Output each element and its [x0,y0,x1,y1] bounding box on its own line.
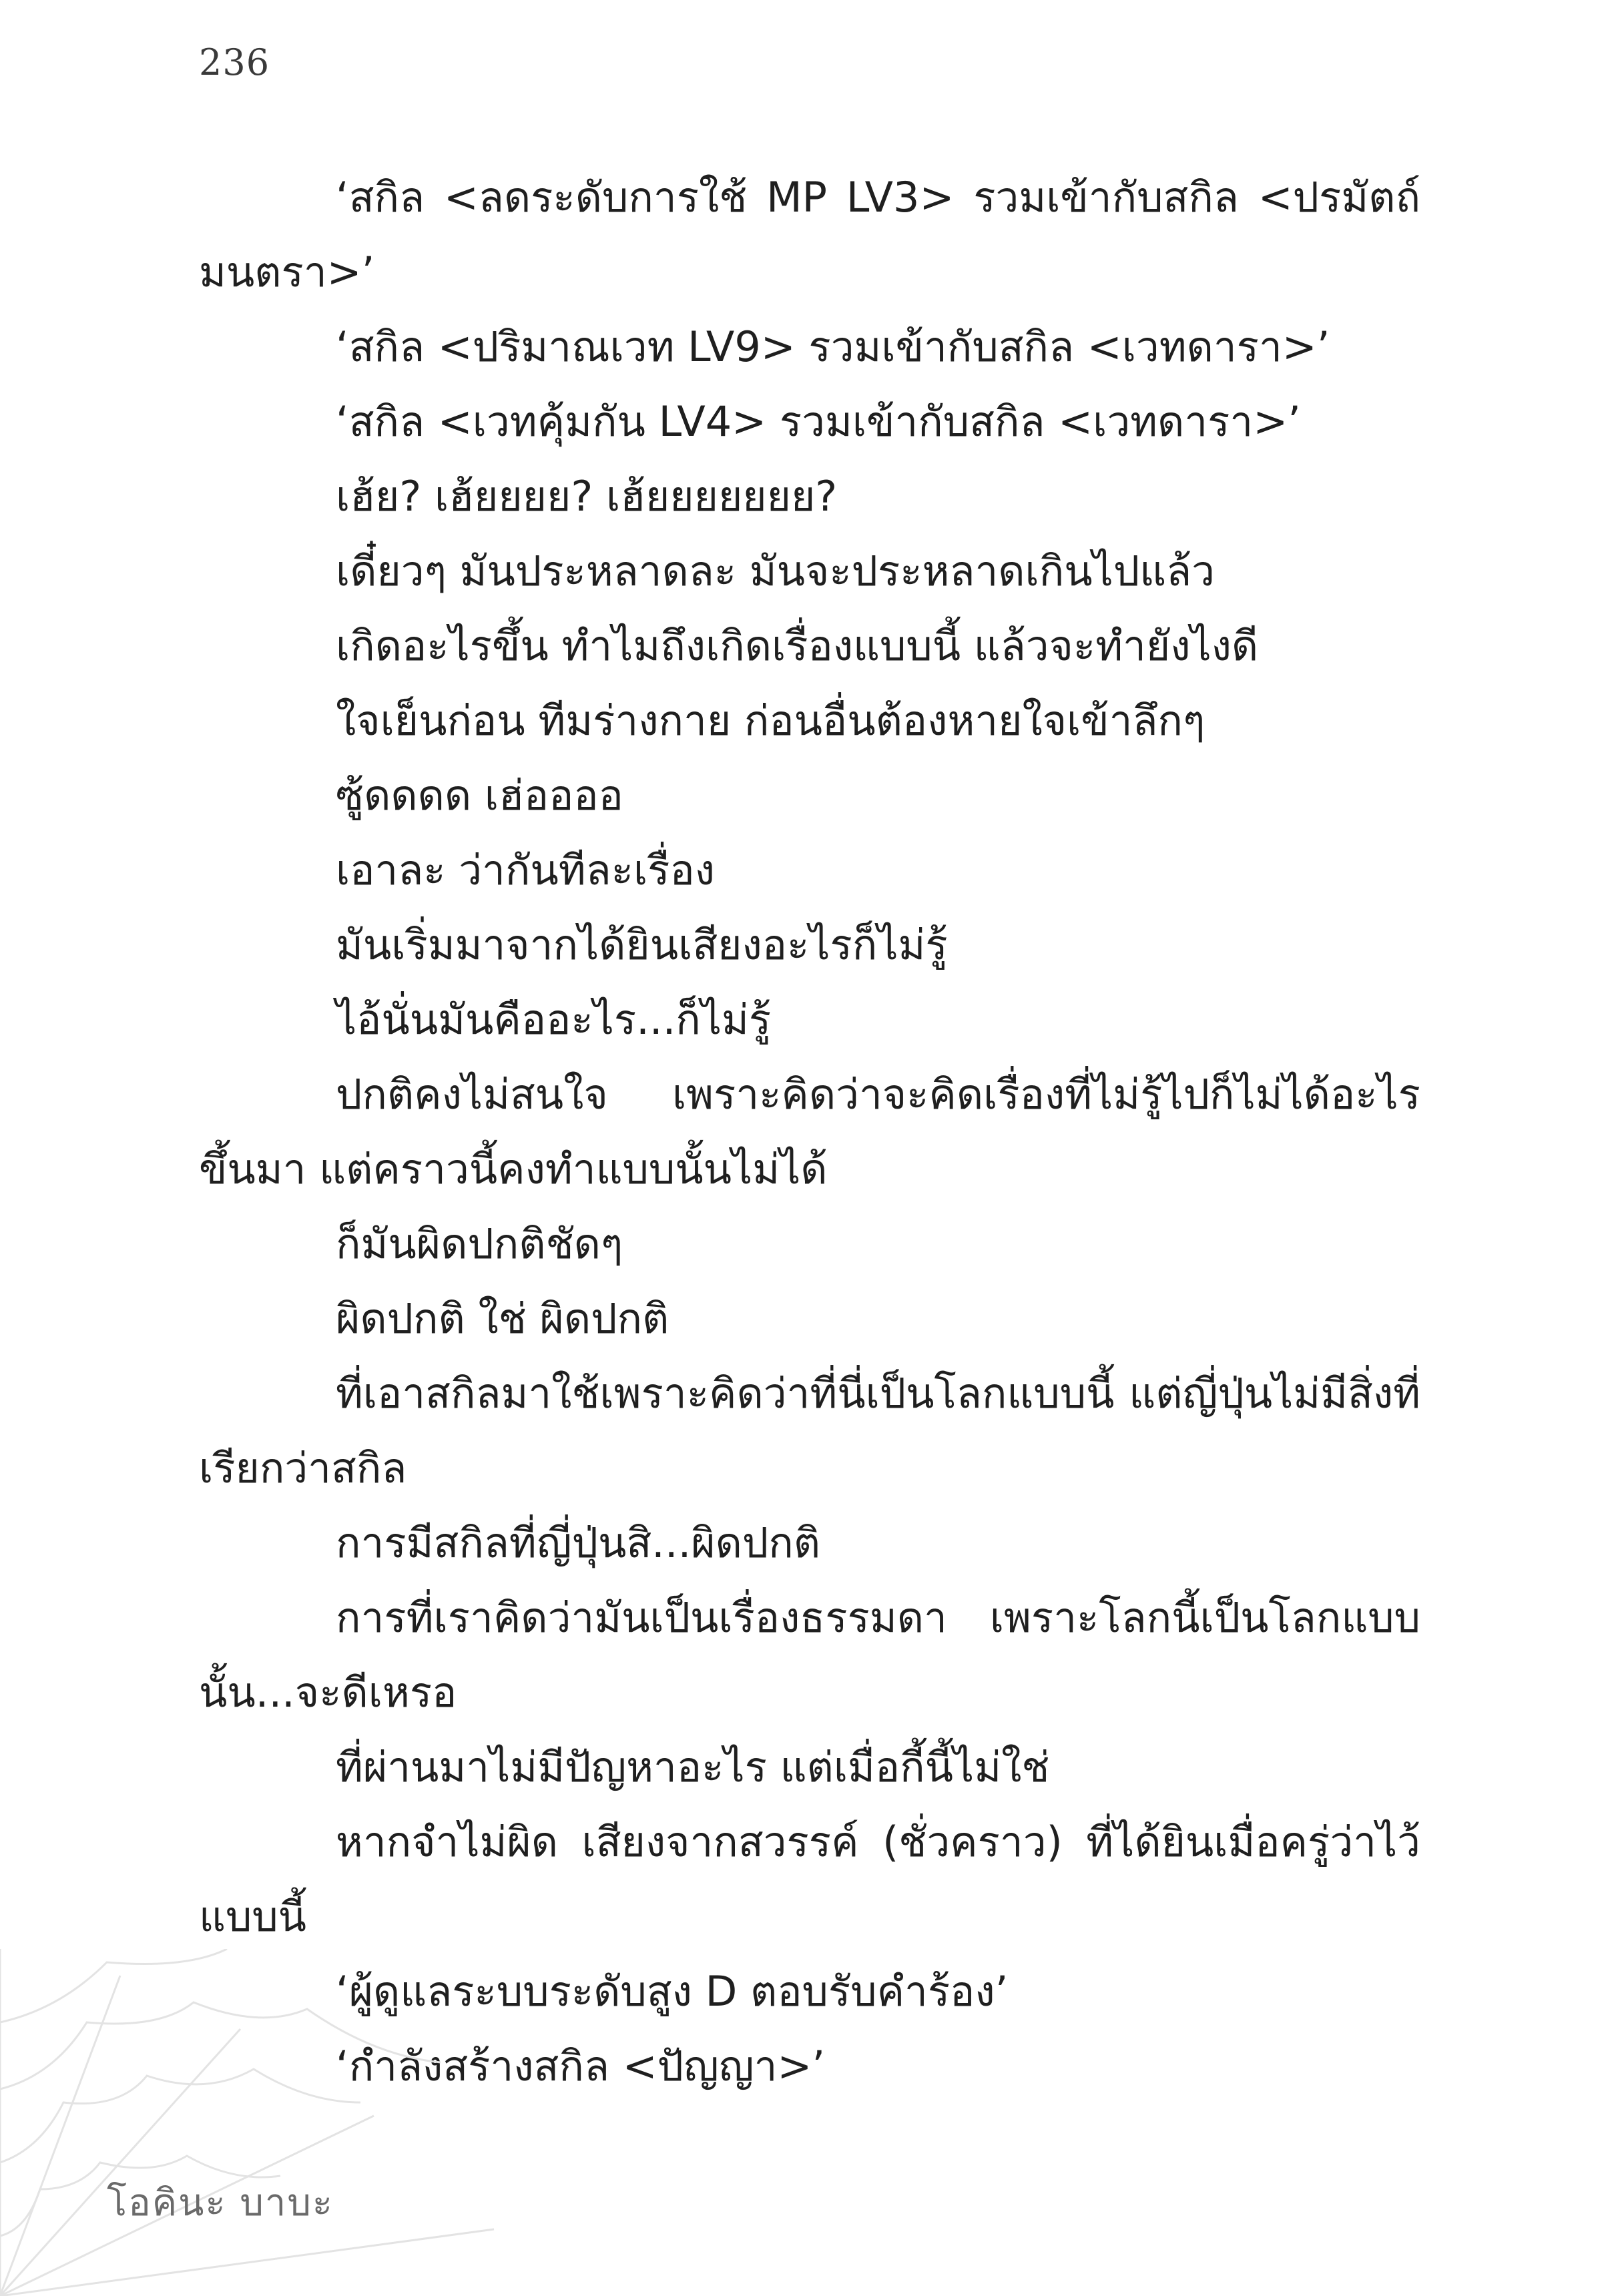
paragraph: เดี๋ยวๆ มันประหลาดละ มันจะประหลาดเกินไปแล้ว [336,547,1215,595]
paragraph: ไอ้นั่นมันคืออะไร...ก็ไม่รู้ [336,995,772,1044]
paragraph: ผิดปกติ ใช่ ผิดปกติ [336,1294,669,1343]
paragraph: ‘กำลังสร้างสกิล <ปัญญา>’ [336,2042,826,2090]
body-text [199,160,1420,2104]
page-number: 236 [199,41,270,83]
paragraph: ซู้ดดดด เฮ่ออออ [336,771,623,820]
paragraph: ‘สกิล <เวทคุ้มกัน LV4> รวมเข้ากับสกิล <เวทดารา>’ [336,397,1301,446]
paragraph: หากจำไม่ผิด เสียงจากสวรรค์ (ชั่วคราว) ที่ได้ยินเมื่อครู่ว่าไว้แบบนี้ [199,1817,1420,1941]
paragraph: ที่เอาสกิลมาใช้เพราะคิดว่าที่นี่เป็นโลกแบบนี้ แต่ญี่ปุ่นไม่มีสิ่งที่เรียกว่าสกิล [199,1369,1420,1492]
paragraph: ‘สกิล <ปริมาณเวท LV9> รวมเข้ากับสกิล <เวทดารา>’ [336,322,1330,371]
paragraph: ‘ผู้ดูแลระบบระดับสูง D ตอบรับคำร้อง’ [336,1967,1009,2016]
paragraph: ก็มันผิดปกติชัดๆ [336,1219,623,1268]
paragraph: การที่เราคิดว่ามันเป็นเรื่องธรรมดา เพราะโลกนี้เป็นโลกแบบนั้น...จะดีเหรอ [199,1593,1420,1717]
paragraph: มันเริ่มมาจากได้ยินเสียงอะไรก็ไม่รู้ [336,920,948,969]
paragraph: เฮ้ย? เฮ้ยยยย? เฮ้ยยยยยยย? [336,472,838,521]
paragraph: เกิดอะไรขึ้น ทำไมถึงเกิดเรื่องแบบนี้ แล้วจะทำยังไงดี [336,621,1259,670]
paragraph: ใจเย็นก่อน ทีมร่างกาย ก่อนอื่นต้องหายใจเข้าลึกๆ [336,696,1205,745]
paragraph: เอาละ ว่ากันทีละเรื่อง [336,846,715,894]
footer-author: โอคินะ บาบะ [107,2181,334,2225]
paragraph: ปกติคงไม่สนใจ เพราะคิดว่าจะคิดเรื่องที่ไม่รู้ไปก็ไม่ได้อะไรขึ้นมา แต่คราวนี้คงทำแบบนั้นไม่ได้ [199,1070,1420,1193]
paragraph: ที่ผ่านมาไม่มีปัญหาอะไร แต่เมื่อกี้นี้ไม่ใช่ [336,1743,1050,1791]
paragraph: ‘สกิล <ลดระดับการใช้ MP LV3> รวมเข้ากับสกิล <ปรมัตถ์มนตรา>’ [199,173,1420,296]
paragraph: การมีสกิลที่ญี่ปุ่นสิ...ผิดปกติ [336,1518,821,1567]
spiderweb-decoration [0,1949,507,2296]
